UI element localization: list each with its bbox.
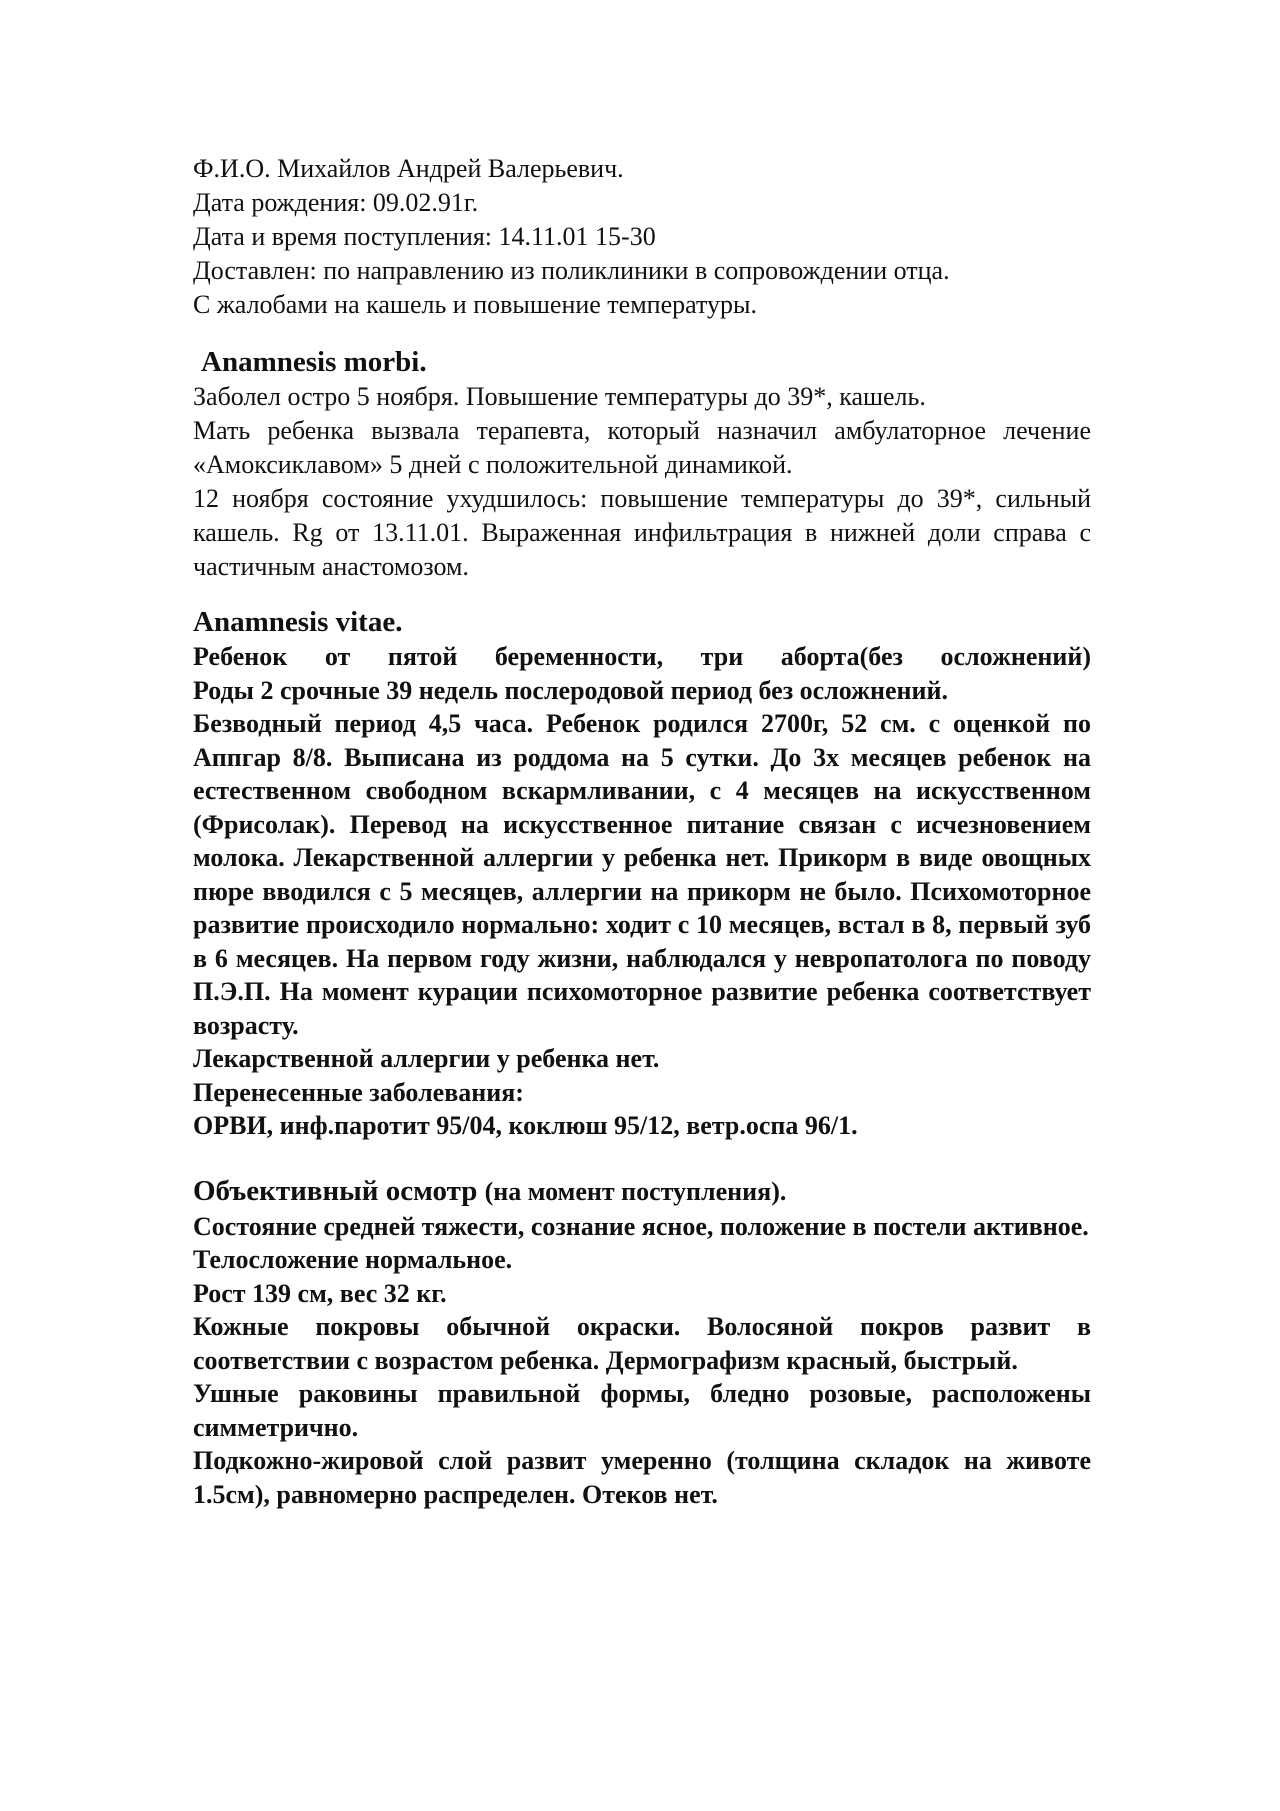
skin-description: Кожные покровы обычной окраски. Волосяной покров развит в соответствии с возрастом ребенка. Дермографизм красный, быстрый.	[193, 1312, 1091, 1375]
objective-exam-title: Объективный осмотр	[193, 1174, 478, 1207]
anamnesis-vitae-line2: Роды 2 срочные 39 недель послеродовой период без осложнений.	[193, 675, 948, 705]
drug-allergy: Лекарственной аллергии у ребенка нет.	[193, 1044, 660, 1073]
patient-info	[193, 152, 1091, 322]
height-weight: Рост 139 см, вес 32 кг.	[193, 1278, 447, 1308]
objective-exam-heading	[193, 1173, 1091, 1210]
ears-description: Ушные раковины правильной формы, бледно розовые, расположены симметрично.	[193, 1379, 1091, 1442]
anamnesis-morbi-p2: Мать ребенка вызвала терапевта, который назначил амбулаторное лечение «Амоксиклавом» 5 дней с положительной динамикой.	[193, 416, 1091, 479]
general-condition: Состояние средней тяжести, сознание ясное, положение в постели активное.	[193, 1211, 1089, 1241]
document-body	[193, 152, 1091, 1511]
past-diseases-label: Перенесенные заболевания:	[193, 1077, 524, 1107]
patient-name: Ф.И.О. Михайлов Андрей Валерьевич.	[193, 154, 624, 183]
birth-date: Дата рождения: 09.02.91г.	[193, 188, 479, 217]
admission-datetime: Дата и время поступления: 14.11.01 15-30	[193, 222, 656, 251]
anamnesis-vitae-line1: Ребенок от пятой беременности, три аборта(без осложнений)	[193, 642, 1091, 671]
past-diseases: ОРВИ, инф.паротит 95/04, коклюш 95/12, ветр.оспа 96/1.	[193, 1111, 858, 1140]
anamnesis-morbi-p3: 12 ноября состояние ухудшилось: повышение температуры до 39*, сильный кашель. Rg от 13.11.01. Выраженная инфильтрация в нижней доли справа с частичным анастомозом.	[193, 484, 1091, 581]
objective-exam-note: (на момент поступления).	[484, 1176, 787, 1206]
delivered-info: Доставлен: по направлению из поликлиники в сопровождении отца.	[193, 256, 950, 285]
subcutaneous-layer: Подкожно-жировой слой развит умеренно (толщина складок на животе 1.5см), равномерно распределен. Отеков нет.	[193, 1446, 1091, 1509]
anamnesis-vitae-title: Anamnesis vitae.	[193, 606, 403, 638]
complaints: С жалобами на кашель и повышение температуры.	[193, 290, 757, 319]
anamnesis-vitae-main: Безводный период 4,5 часа. Ребенок родился 2700г, 52 см. с оценкой по Аппгар 8/8. Выписана из роддома на 5 сутки. До 3х месяцев ребенок на естественном свободном вскармливании, с 4 месяцев на искусственном (Фрисолак). Перевод на искусственное питание связан с исчезновением молока. Лекарственной аллергии у ребенка нет. Прикорм в виде овощных пюре вводился с 5 месяцев, аллергии на прикорм не было. Психомоторное развитие происходило нормально: ходит с 10 месяцев, встал в 8, первый зуб в 6 месяцев. На первом году жизни, наблюдался у невропатолога по поводу П.Э.П. На момент курации психомоторное развитие ребенка соответствует возрасту.	[193, 709, 1091, 1040]
body-build: Телосложение нормальное.	[193, 1245, 513, 1274]
anamnesis-morbi-title: Anamnesis morbi.	[201, 346, 427, 378]
anamnesis-morbi-p1: Заболел остро 5 ноября. Повышение температуры до 39*, кашель.	[193, 382, 926, 411]
